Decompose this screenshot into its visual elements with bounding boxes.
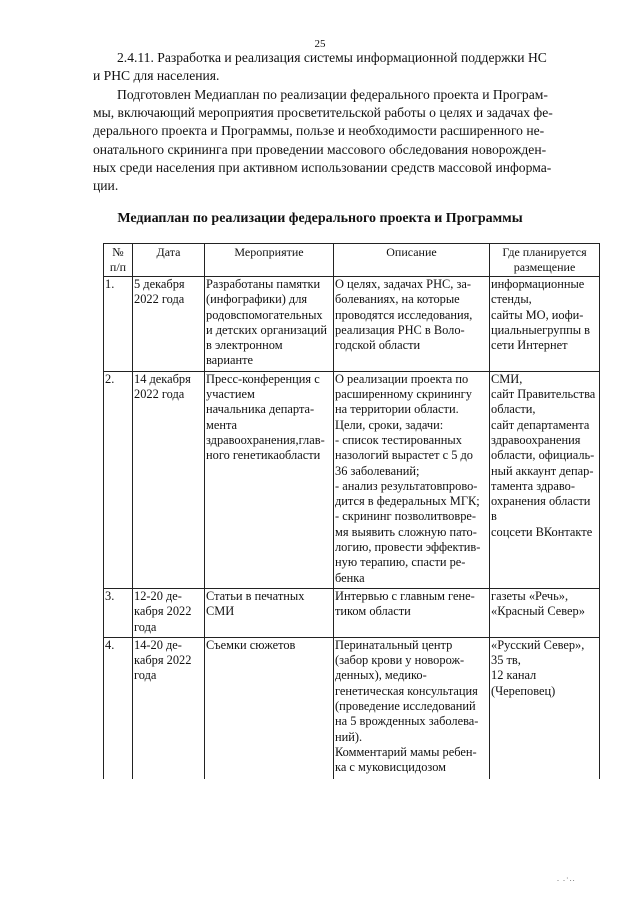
section-title: [93, 49, 598, 85]
cell-placement: информационные стенды, сайты МО, иофи- циальныегруппы в сети Интернет: [490, 277, 600, 372]
cell-number: 3.: [104, 588, 133, 637]
intro-line: дерального проекта и Программы, пользе и необходимости расширенного не-: [93, 123, 545, 139]
cell-event: Разработаны памятки (инфографики) для родовспомогательных и детских организаций в электронном варианте: [205, 277, 334, 372]
table-title: Медиаплан по реализации федерального проекта и Программы: [117, 211, 523, 226]
intro-line: мы, включающий мероприятия просветительской работы о целях и задачах фе-: [93, 105, 553, 121]
scan-mark: . .·..: [557, 874, 576, 883]
page-number: 25: [314, 38, 326, 50]
table-row: [104, 637, 600, 778]
section-title-line: и РНС для населения.: [93, 68, 220, 84]
intro-paragraph: [93, 86, 598, 195]
header-date: Дата: [133, 244, 205, 277]
cell-description: Перинатальный центр (забор крови у новорож- денных), медико- генетическая консультация (проведение исследований на 5 врожденных заболева- ний). Комментарий мамы ребен- ка с муковисцидозом: [334, 637, 490, 778]
header-description: Описание: [334, 244, 490, 277]
intro-line: ных среди населения при активном использовании средств массовой информа-: [93, 159, 552, 175]
media-plan-table: [103, 243, 600, 779]
cell-date: 14-20 де- кабря 2022 года: [133, 637, 205, 778]
cell-number: 2.: [104, 371, 133, 588]
table-row: [104, 371, 600, 588]
table-header-row: [104, 244, 600, 277]
cell-description: О целях, задачах РНС, за- болеваниях, на которые проводятся исследования, реализация РНС в Воло- годской области: [334, 277, 490, 372]
cell-placement: «Русский Север», 35 тв, 12 канал (Череповец): [490, 637, 600, 778]
cell-description: Интервью с главным гене- тиком области: [334, 588, 490, 637]
cell-event: Статьи в печатных СМИ: [205, 588, 334, 637]
header-event: Мероприятие: [205, 244, 334, 277]
cell-description: О реализации проекта по расширенному скринингу на территории области. Цели, сроки, задачи: - список тестированных назологий вырастет с 5 до 36 заболеваний; - анализ результатовпрово- дится в федеральных МГК; - скрининг позволитвовре- мя выявить сложную пато- логию, провести эффектив- ную терапию, спасти ре- бенка: [334, 371, 490, 588]
header-number: № п/п: [104, 244, 133, 277]
intro-line: Подготовлен Медиаплан по реализации федерального проекта и Програм-: [117, 87, 548, 102]
intro-line: ции.: [93, 178, 119, 194]
cell-date: 14 декабря 2022 года: [133, 371, 205, 588]
cell-event: Пресс-конференция с участием начальника департа- мента здравоохранения,глав- ного генетикаобласти: [205, 371, 334, 588]
cell-date: 12-20 де- кабря 2022 года: [133, 588, 205, 637]
header-placement: Где планируется размещение: [490, 244, 600, 277]
section-title-line: 2.4.11. Разработка и реализация системы информационной поддержки НС: [117, 50, 547, 65]
cell-placement: газеты «Речь», «Красный Север»: [490, 588, 600, 637]
cell-event: Съемки сюжетов: [205, 637, 334, 778]
intro-line: онатального скрининга при проведении массового обследования новорожден-: [93, 141, 547, 157]
table-row: [104, 277, 600, 372]
cell-number: 4.: [104, 637, 133, 778]
cell-placement: СМИ, сайт Правительства области, сайт департамента здравоохранения области, официаль- ный аккаунт депар- тамента здраво- охранения области в соцсети ВКонтакте: [490, 371, 600, 588]
cell-date: 5 декабря 2022 года: [133, 277, 205, 372]
cell-number: 1.: [104, 277, 133, 372]
table-row: [104, 588, 600, 637]
